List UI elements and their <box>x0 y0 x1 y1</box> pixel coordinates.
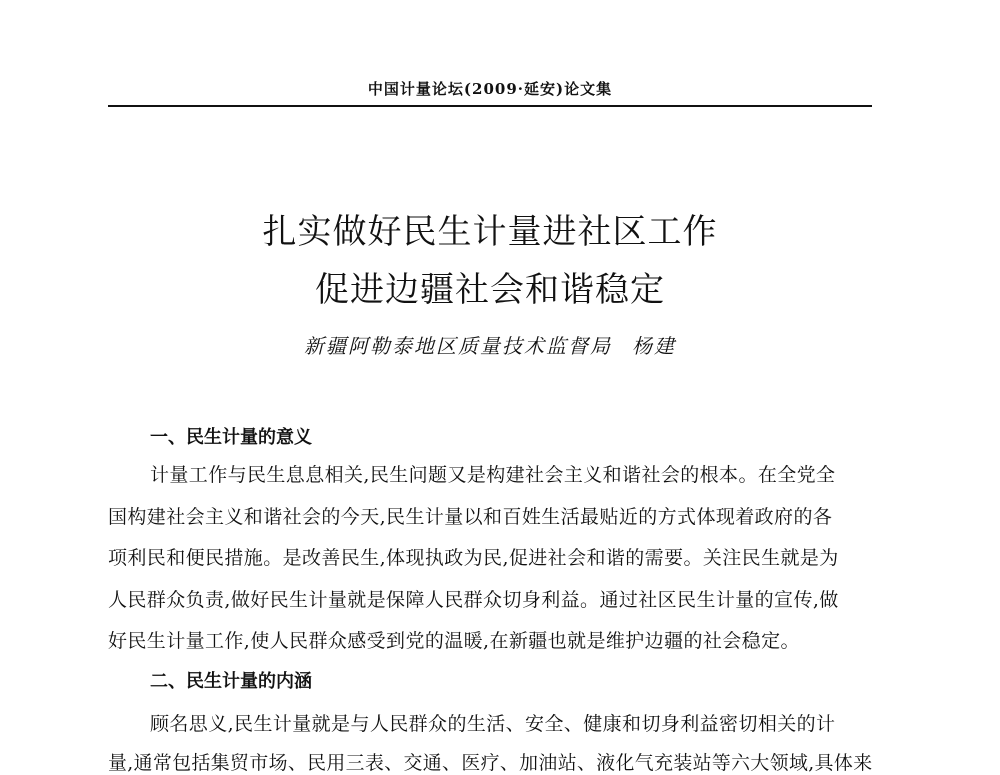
running-header: 中国计量论坛(2009·延安)论文集 <box>367 80 613 98</box>
paragraph-line: 量,通常包括集贸市场、民用三表、交通、医疗、加油站、液化气充装站等六大领域,具体来 <box>108 752 873 774</box>
header-rule <box>108 105 872 107</box>
paragraph-line: 顾名思义,民生计量就是与人民群众的生活、安全、健康和切身利益密切相关的计 <box>150 713 836 735</box>
paragraph-line: 好民生计量工作,使人民群众感受到党的温暖,在新疆也就是维护边疆的社会稳定。 <box>108 630 800 652</box>
section-heading-1: 一、民生计量的意义 <box>150 427 312 448</box>
section-heading-2: 二、民生计量的内涵 <box>150 671 312 692</box>
author-affiliation: 新疆阿勒泰地区质量技术监督局 <box>304 334 612 358</box>
title-line-1: 扎实做好民生计量进社区工作 <box>262 212 718 252</box>
paragraph-line: 国构建社会主义和谐社会的今天,民生计量以和百姓生活最贴近的方式体现着政府的各 <box>108 506 833 528</box>
paragraph-line: 人民群众负责,做好民生计量就是保障人民群众切身利益。通过社区民生计量的宣传,做 <box>108 589 839 611</box>
title-line-2: 促进边疆社会和谐稳定 <box>315 270 665 310</box>
author-name: 杨建 <box>632 334 676 358</box>
author-line <box>108 330 872 359</box>
paragraph-line: 项利民和便民措施。是改善民生,体现执政为民,促进社会和谐的需要。关注民生就是为 <box>108 547 839 569</box>
paragraph-line: 计量工作与民生息息相关,民生问题又是构建社会主义和谐社会的根本。在全党全 <box>150 464 836 486</box>
